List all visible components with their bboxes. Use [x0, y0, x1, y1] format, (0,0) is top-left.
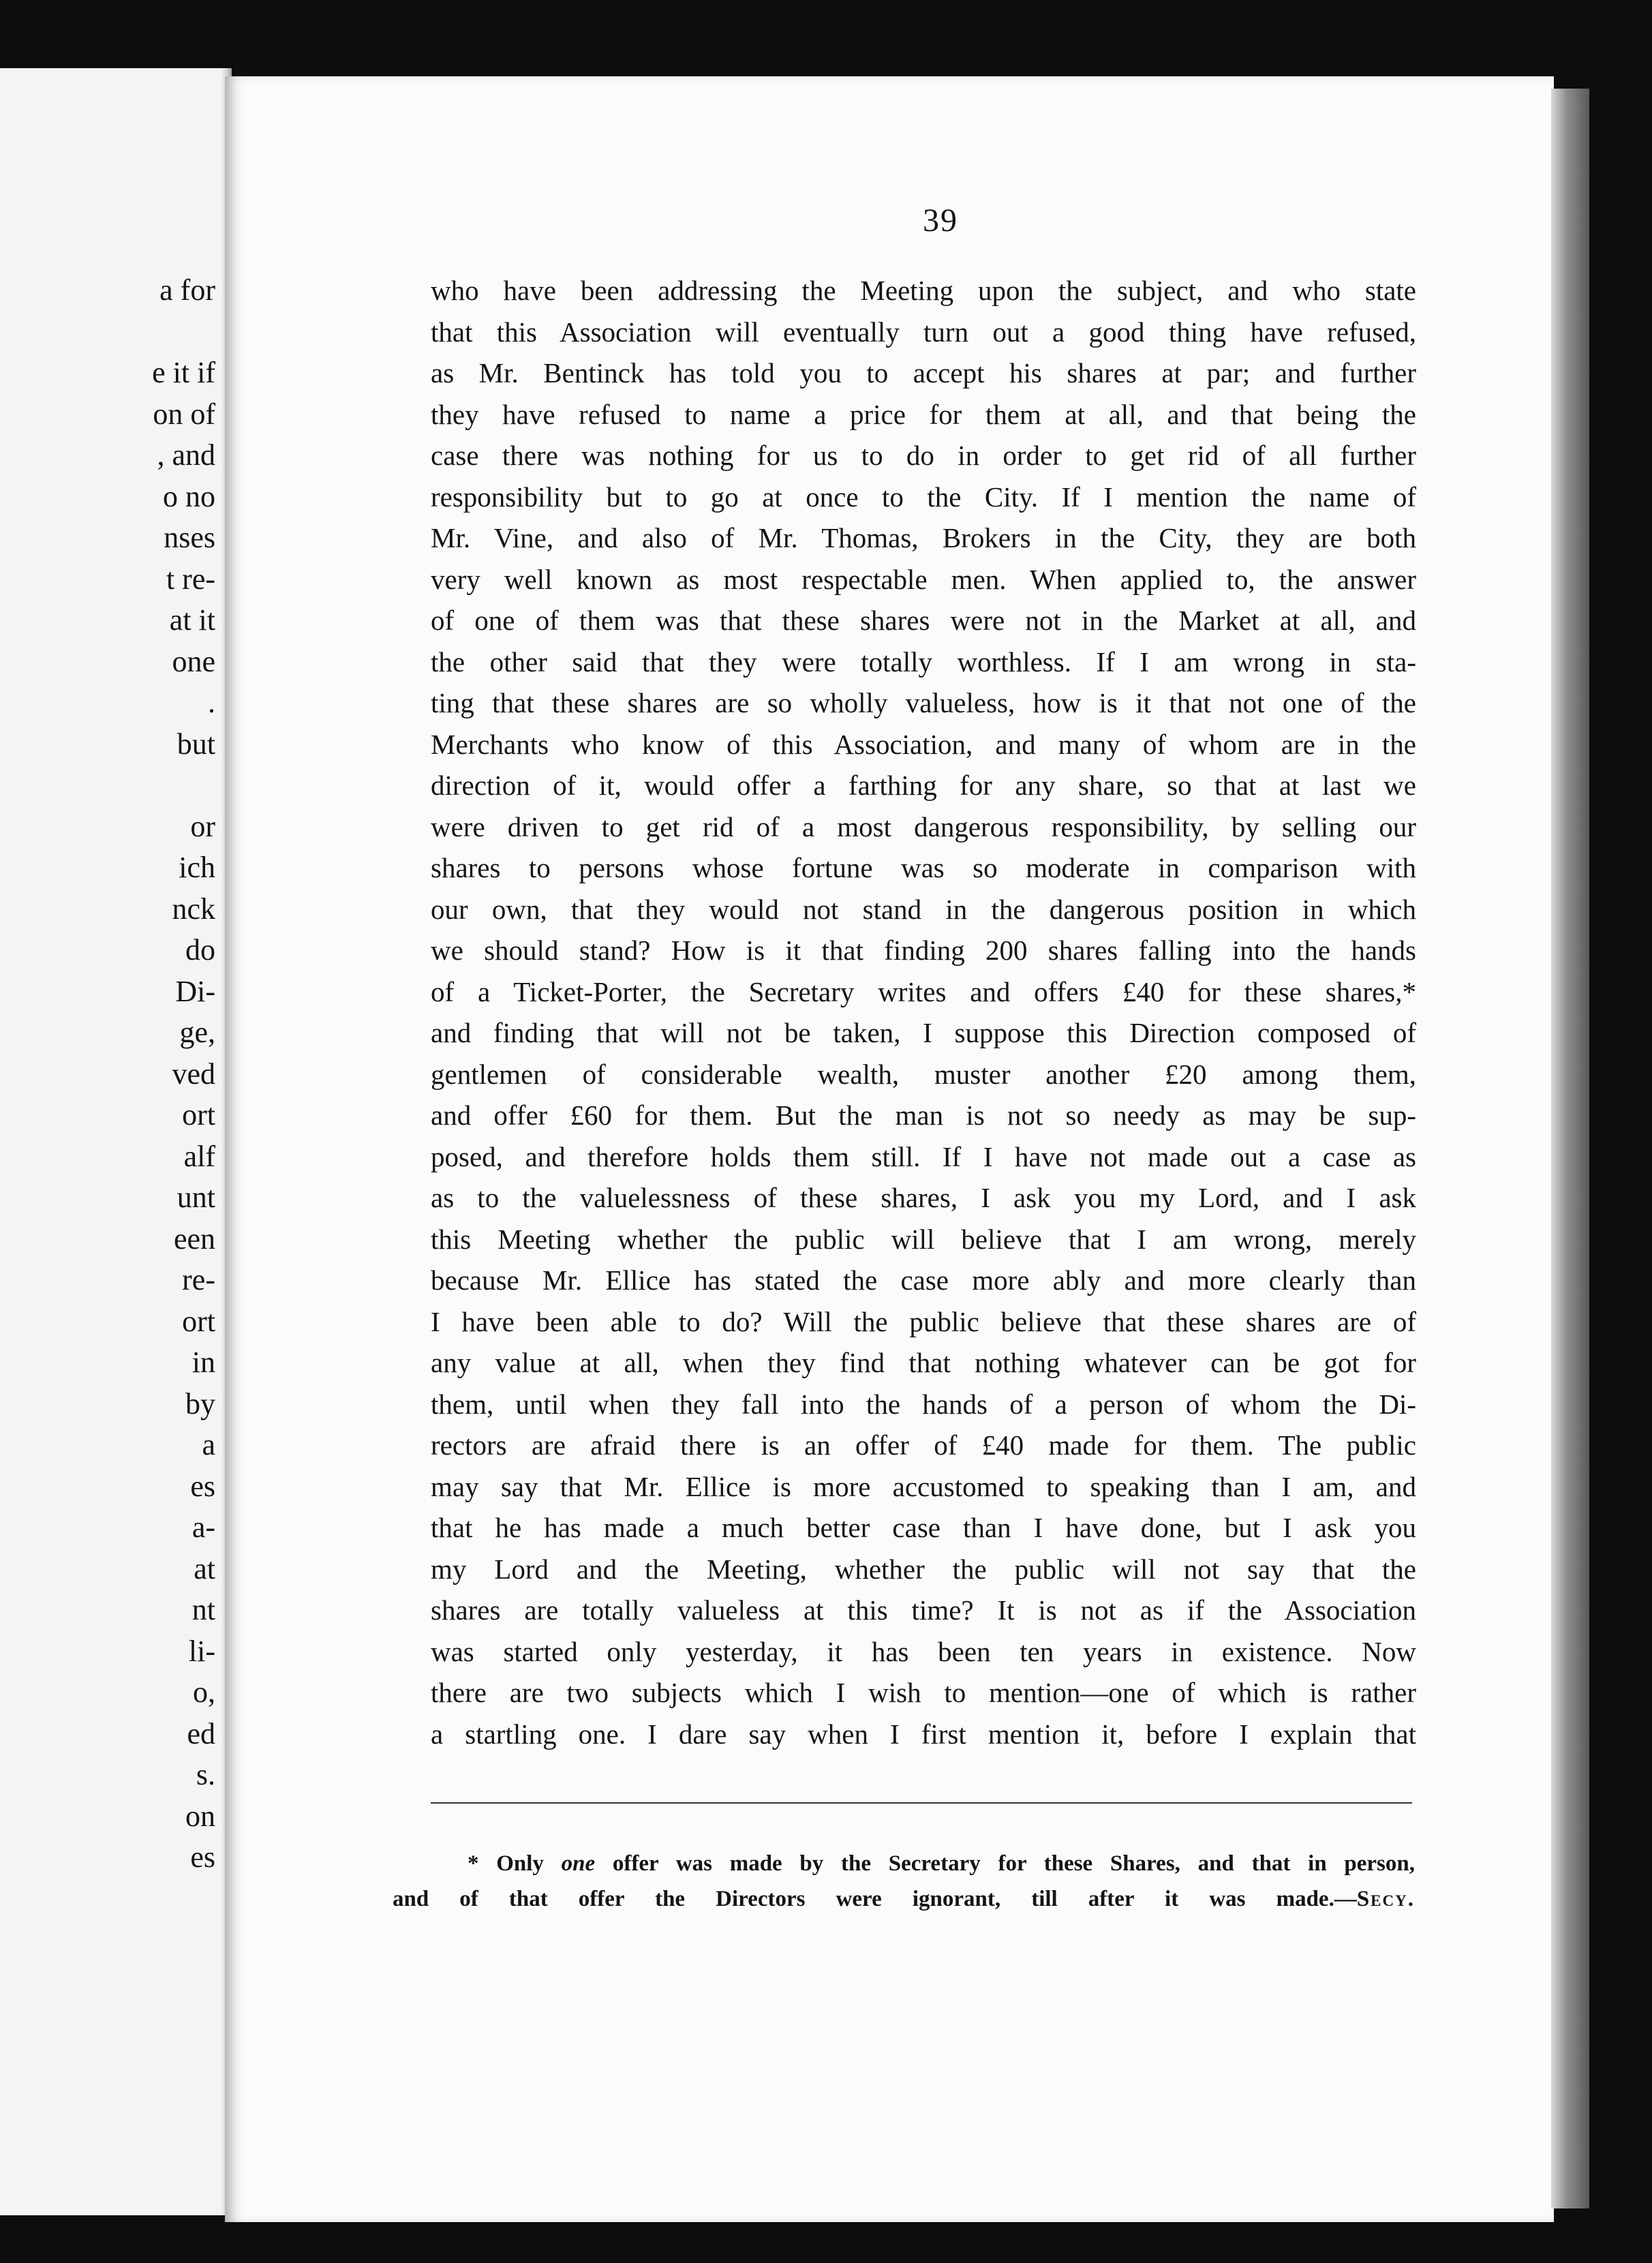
facing-page-fragment: a for — [159, 273, 215, 307]
footnote-signature: Secy. — [1356, 1887, 1415, 1911]
facing-page-text-fragments — [79, 270, 215, 1879]
facing-page-fragment: one — [172, 644, 215, 678]
body-line: Mr. Vine, and also of Mr. Thomas, Brokers in the City, they are both — [431, 522, 1416, 553]
facing-page-fragment: ed — [187, 1716, 215, 1750]
body-line: and offer £60 for them. But the man is not so needy as may be sup- — [431, 1099, 1416, 1131]
facing-page-fragment: nses — [164, 521, 215, 554]
facing-page-fragment: ich — [179, 851, 215, 884]
footnote-emphasis: one — [561, 1851, 596, 1876]
facing-page-fragment: re- — [182, 1263, 215, 1296]
body-line: because Mr. Ellice has stated the case more ably and more clearly than — [431, 1264, 1416, 1296]
footnote-line-1 — [393, 1846, 1415, 1881]
facing-page-fragment: ved — [172, 1057, 215, 1091]
body-line: any value at all, when they find that nothing whatever can be got for — [431, 1347, 1416, 1378]
facing-page-fragment — [79, 312, 215, 353]
facing-page-fragment: o no — [163, 479, 215, 513]
facing-page-fragment: or — [190, 809, 215, 843]
facing-page-fragment: Di- — [175, 974, 215, 1008]
page-edge — [1551, 89, 1589, 2208]
body-line: of a Ticket-Porter, the Secretary writes and offers £40 for these shares,* — [431, 975, 1416, 1007]
body-line: there are two subjects which I wish to mention—one of which is rather — [431, 1677, 1416, 1708]
body-line: as Mr. Bentinck has told you to accept his shares at par; and further — [431, 357, 1416, 389]
facing-page-fragment: on — [185, 1799, 215, 1833]
facing-page-fragment: s. — [196, 1758, 215, 1791]
footnote-text-before: Only — [496, 1851, 544, 1876]
facing-page-fragment: nck — [172, 892, 215, 926]
body-line: of one of them was that these shares were not in the Market at all, and — [431, 605, 1416, 636]
footnote-rule — [431, 1802, 1412, 1804]
facing-page-fragment — [79, 765, 215, 806]
body-line: ting that these shares are so wholly valueless, how is it that not one of the — [431, 687, 1416, 718]
body-line: this Meeting whether the public will believe that I am wrong, merely — [431, 1223, 1416, 1255]
body-line: posed, and therefore holds them still. If I have not made out a case as — [431, 1140, 1416, 1172]
facing-page-fragment: nt — [192, 1593, 215, 1626]
body-line: them, until when they fall into the hands of a person of whom the Di- — [431, 1388, 1416, 1420]
body-line: shares to persons whose fortune was so moderate in comparison with — [431, 852, 1416, 883]
body-line: that he has made a much better case than I have done, but I ask you — [431, 1512, 1416, 1543]
footnote-marker: * — [468, 1851, 479, 1876]
body-line: Merchants who know of this Association, and many of whom are in the — [431, 728, 1416, 760]
facing-page-fragment: at it — [169, 603, 215, 637]
body-line: was started only yesterday, it has been ten years in existence. Now — [431, 1635, 1416, 1667]
facing-page-fragment: ge, — [179, 1016, 215, 1049]
body-line: who have been addressing the Meeting upon the subject, and who state — [431, 275, 1416, 306]
facing-page-fragment: li- — [188, 1634, 215, 1668]
footnote-text-after: offer was made by the Secretary for these Shares, and that in person, — [612, 1851, 1415, 1876]
facing-page-fragment: een — [173, 1221, 215, 1256]
body-line: our own, that they would not stand in the dangerous position in which — [431, 893, 1416, 925]
facing-page-fragment: in — [192, 1346, 215, 1379]
facing-page-fragment: do — [185, 933, 215, 967]
body-line: may say that Mr. Ellice is more accustomed to speaking than I am, and — [431, 1470, 1416, 1502]
facing-page-fragment: e it if — [152, 356, 215, 389]
facing-page-fragment: alf — [183, 1139, 215, 1173]
body-line: very well known as most respectable men. When applied to, the answer — [431, 563, 1416, 595]
facing-page-fragment: on of — [153, 397, 215, 431]
facing-page-fragment: . — [208, 686, 215, 719]
body-line: I have been able to do? Will the public believe that these shares are of — [431, 1305, 1416, 1337]
body-line: rectors are afraid there is an offer of £40 made for them. The public — [431, 1429, 1416, 1461]
body-line: we should stand? How is it that finding 200 shares falling into the hands — [431, 935, 1416, 966]
footnote — [393, 1846, 1415, 1917]
facing-page-fragment: es — [190, 1469, 215, 1503]
body-line: that this Association will eventually turn out a good thing have refused, — [431, 316, 1416, 348]
body-line: gentlemen of considerable wealth, muster another £20 among them, — [431, 1058, 1416, 1090]
facing-page — [0, 68, 232, 2215]
facing-page-fragment: es — [190, 1840, 215, 1874]
facing-page-fragment: at — [194, 1551, 215, 1585]
facing-page-fragment: by — [185, 1386, 215, 1421]
body-line: they have refused to name a price for them at all, and that being the — [431, 398, 1416, 430]
body-line: the other said that they were totally worthless. If I am wrong in sta- — [431, 646, 1416, 678]
facing-page-fragment: a — [202, 1428, 215, 1461]
page-number: 39 — [923, 202, 958, 239]
facing-page-fragment: t re- — [166, 562, 215, 596]
facing-page-fragment: unt — [177, 1181, 215, 1214]
facing-page-fragment: a- — [192, 1510, 215, 1544]
body-line: my Lord and the Meeting, whether the public will not say that the — [431, 1553, 1416, 1585]
body-line: a startling one. I dare say when I first mention it, before I explain that — [431, 1718, 1416, 1750]
facing-page-fragment: ort — [182, 1098, 215, 1132]
footnote-line-2 — [393, 1881, 1415, 1917]
body-line: as to the valuelessness of these shares, I ask you my Lord, and I ask — [431, 1182, 1416, 1213]
body-line: shares are totally valueless at this time? It is not as if the Association — [431, 1594, 1416, 1626]
body-line: were driven to get rid of a most dangerous responsibility, by selling our — [431, 810, 1416, 842]
body-line: and finding that will not be taken, I suppose this Direction composed of — [431, 1017, 1416, 1048]
footnote-text-main: and of that offer the Directors were ignorant, till after it was made.— — [393, 1887, 1357, 1911]
body-line: responsibility but to go at once to the City. If I mention the name of — [431, 481, 1416, 513]
facing-page-fragment: ort — [182, 1304, 215, 1338]
facing-page-fragment: but — [177, 727, 215, 761]
facing-page-fragment: o, — [193, 1675, 215, 1709]
body-line: case there was nothing for us to do in order to get rid of all further — [431, 440, 1416, 471]
body-text — [431, 270, 1416, 1755]
body-line: direction of it, would offer a farthing for any share, so that at last we — [431, 770, 1416, 801]
facing-page-fragment: , and — [157, 438, 215, 472]
